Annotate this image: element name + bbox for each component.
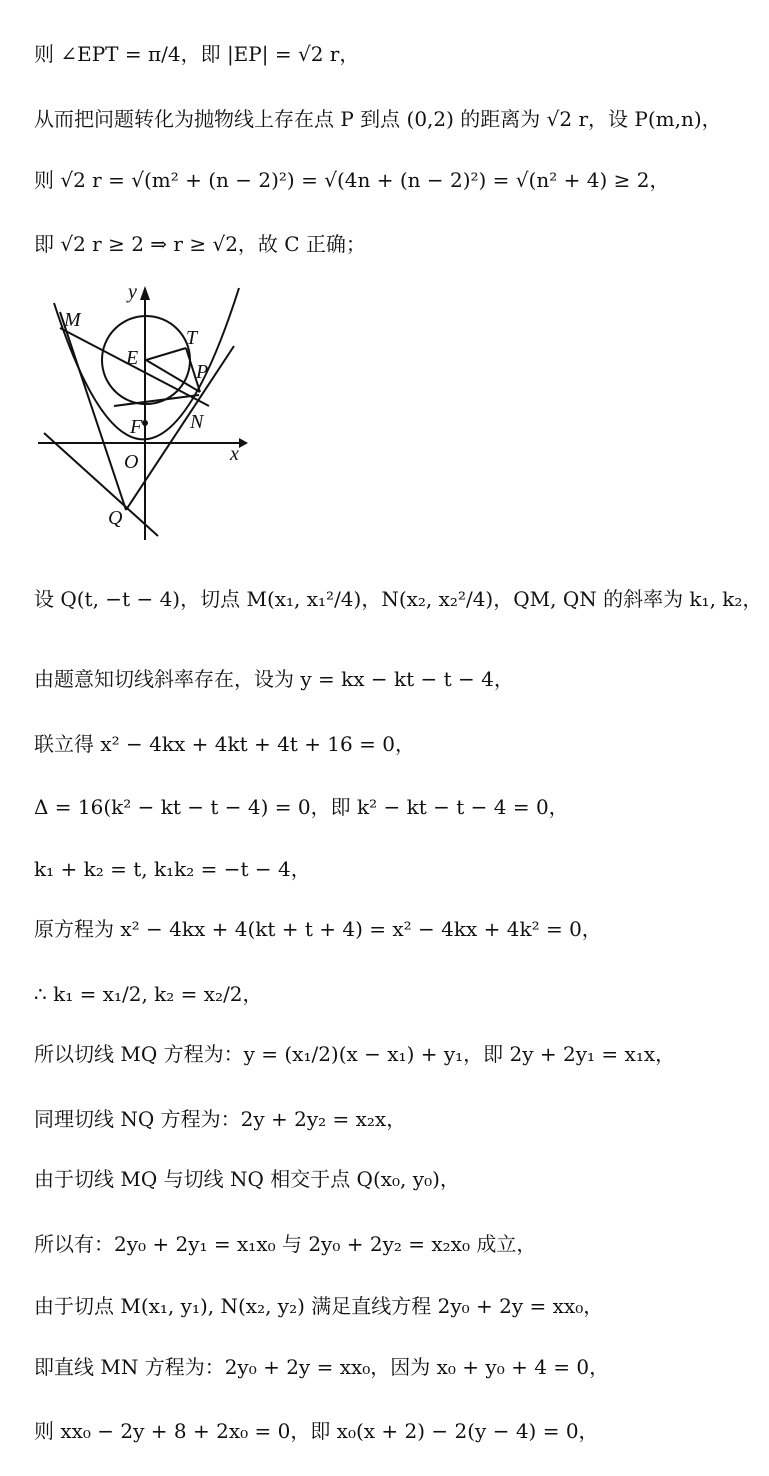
solution-line-3: 则 √2 r = √(m² + (n − 2)²) = √(4n + (n − 2)²) = √(n² + 4) ≥ 2， bbox=[34, 168, 670, 192]
label-y: y bbox=[128, 281, 137, 303]
y-axis-arrow bbox=[140, 286, 150, 300]
solution-line-14: 由于切线 MQ 与切线 NQ 相交于点 Q(x₀, y₀)， bbox=[34, 1167, 460, 1191]
solution-line-16: 由于切点 M(x₁, y₁), N(x₂, y₂) 满足直线方程 2y₀ + 2y = xx₀， bbox=[34, 1294, 604, 1318]
solution-line-10: 原方程为 x² − 4kx + 4(kt + t + 4) = x² − 4kx + 4k² = 0， bbox=[34, 917, 602, 941]
parabola-curve bbox=[54, 288, 239, 439]
line-through-q bbox=[44, 433, 158, 536]
x-axis-arrow bbox=[239, 438, 248, 448]
label-f: F bbox=[130, 416, 143, 438]
solution-line-17: 即直线 MN 方程为：2y₀ + 2y = xx₀，因为 x₀ + y₀ + 4 = 0， bbox=[34, 1355, 610, 1379]
solution-line-5: 设 Q(t, −t − 4)，切点 M(x₁, x₁²/4)，N(x₂, x₂²/4)，QM, QN 的斜率为 k₁, k₂， bbox=[34, 587, 763, 611]
solution-line-7: 联立得 x² − 4kx + 4kt + 4t + 16 = 0， bbox=[34, 732, 415, 756]
solution-line-11: ∴ k₁ = x₁/2, k₂ = x₂/2， bbox=[34, 982, 263, 1006]
parabola-circle-figure bbox=[34, 278, 264, 546]
solution-line-2: 从而把问题转化为抛物线上存在点 P 到点 (0,2) 的距离为 √2 r，设 P(m,n)， bbox=[34, 107, 722, 131]
solution-line-6: 由题意知切线斜率存在，设为 y = kx − kt − t − 4， bbox=[34, 667, 514, 691]
solution-line-13: 同理切线 NQ 方程为：2y + 2y₂ = x₂x， bbox=[34, 1107, 407, 1131]
solution-line-4: 即 √2 r ≥ 2 ⇒ r ≥ √2，故 C 正确； bbox=[34, 232, 366, 256]
solution-line-9: k₁ + k₂ = t, k₁k₂ = −t − 4， bbox=[34, 857, 311, 881]
solution-line-18: 则 xx₀ − 2y + 8 + 2x₀ = 0，即 x₀(x + 2) − 2(y − 4) = 0， bbox=[34, 1419, 599, 1443]
solution-line-1: 则 ∠EPT = π/4，即 |EP| = √2 r， bbox=[34, 42, 360, 66]
label-p: P bbox=[196, 361, 209, 383]
label-n: N bbox=[190, 411, 204, 433]
label-t: T bbox=[186, 327, 198, 349]
label-x: x bbox=[230, 443, 239, 465]
tangent-line-qm bbox=[60, 312, 126, 510]
label-o: O bbox=[124, 451, 139, 473]
label-m: M bbox=[64, 309, 81, 331]
solution-line-15: 所以有：2y₀ + 2y₁ = x₁x₀ 与 2y₀ + 2y₂ = x₂x₀ 成立， bbox=[34, 1232, 537, 1256]
segment-et bbox=[146, 348, 186, 360]
solution-line-12: 所以切线 MQ 方程为：y = (x₁/2)(x − x₁) + y₁，即 2y + 2y₁ = x₁x， bbox=[34, 1042, 676, 1066]
label-q: Q bbox=[108, 507, 123, 529]
solution-line-8: Δ = 16(k² − kt − t − 4) = 0，即 k² − kt − t − 4 = 0， bbox=[34, 795, 569, 819]
label-e: E bbox=[126, 347, 139, 369]
focus-point-f bbox=[142, 420, 148, 426]
